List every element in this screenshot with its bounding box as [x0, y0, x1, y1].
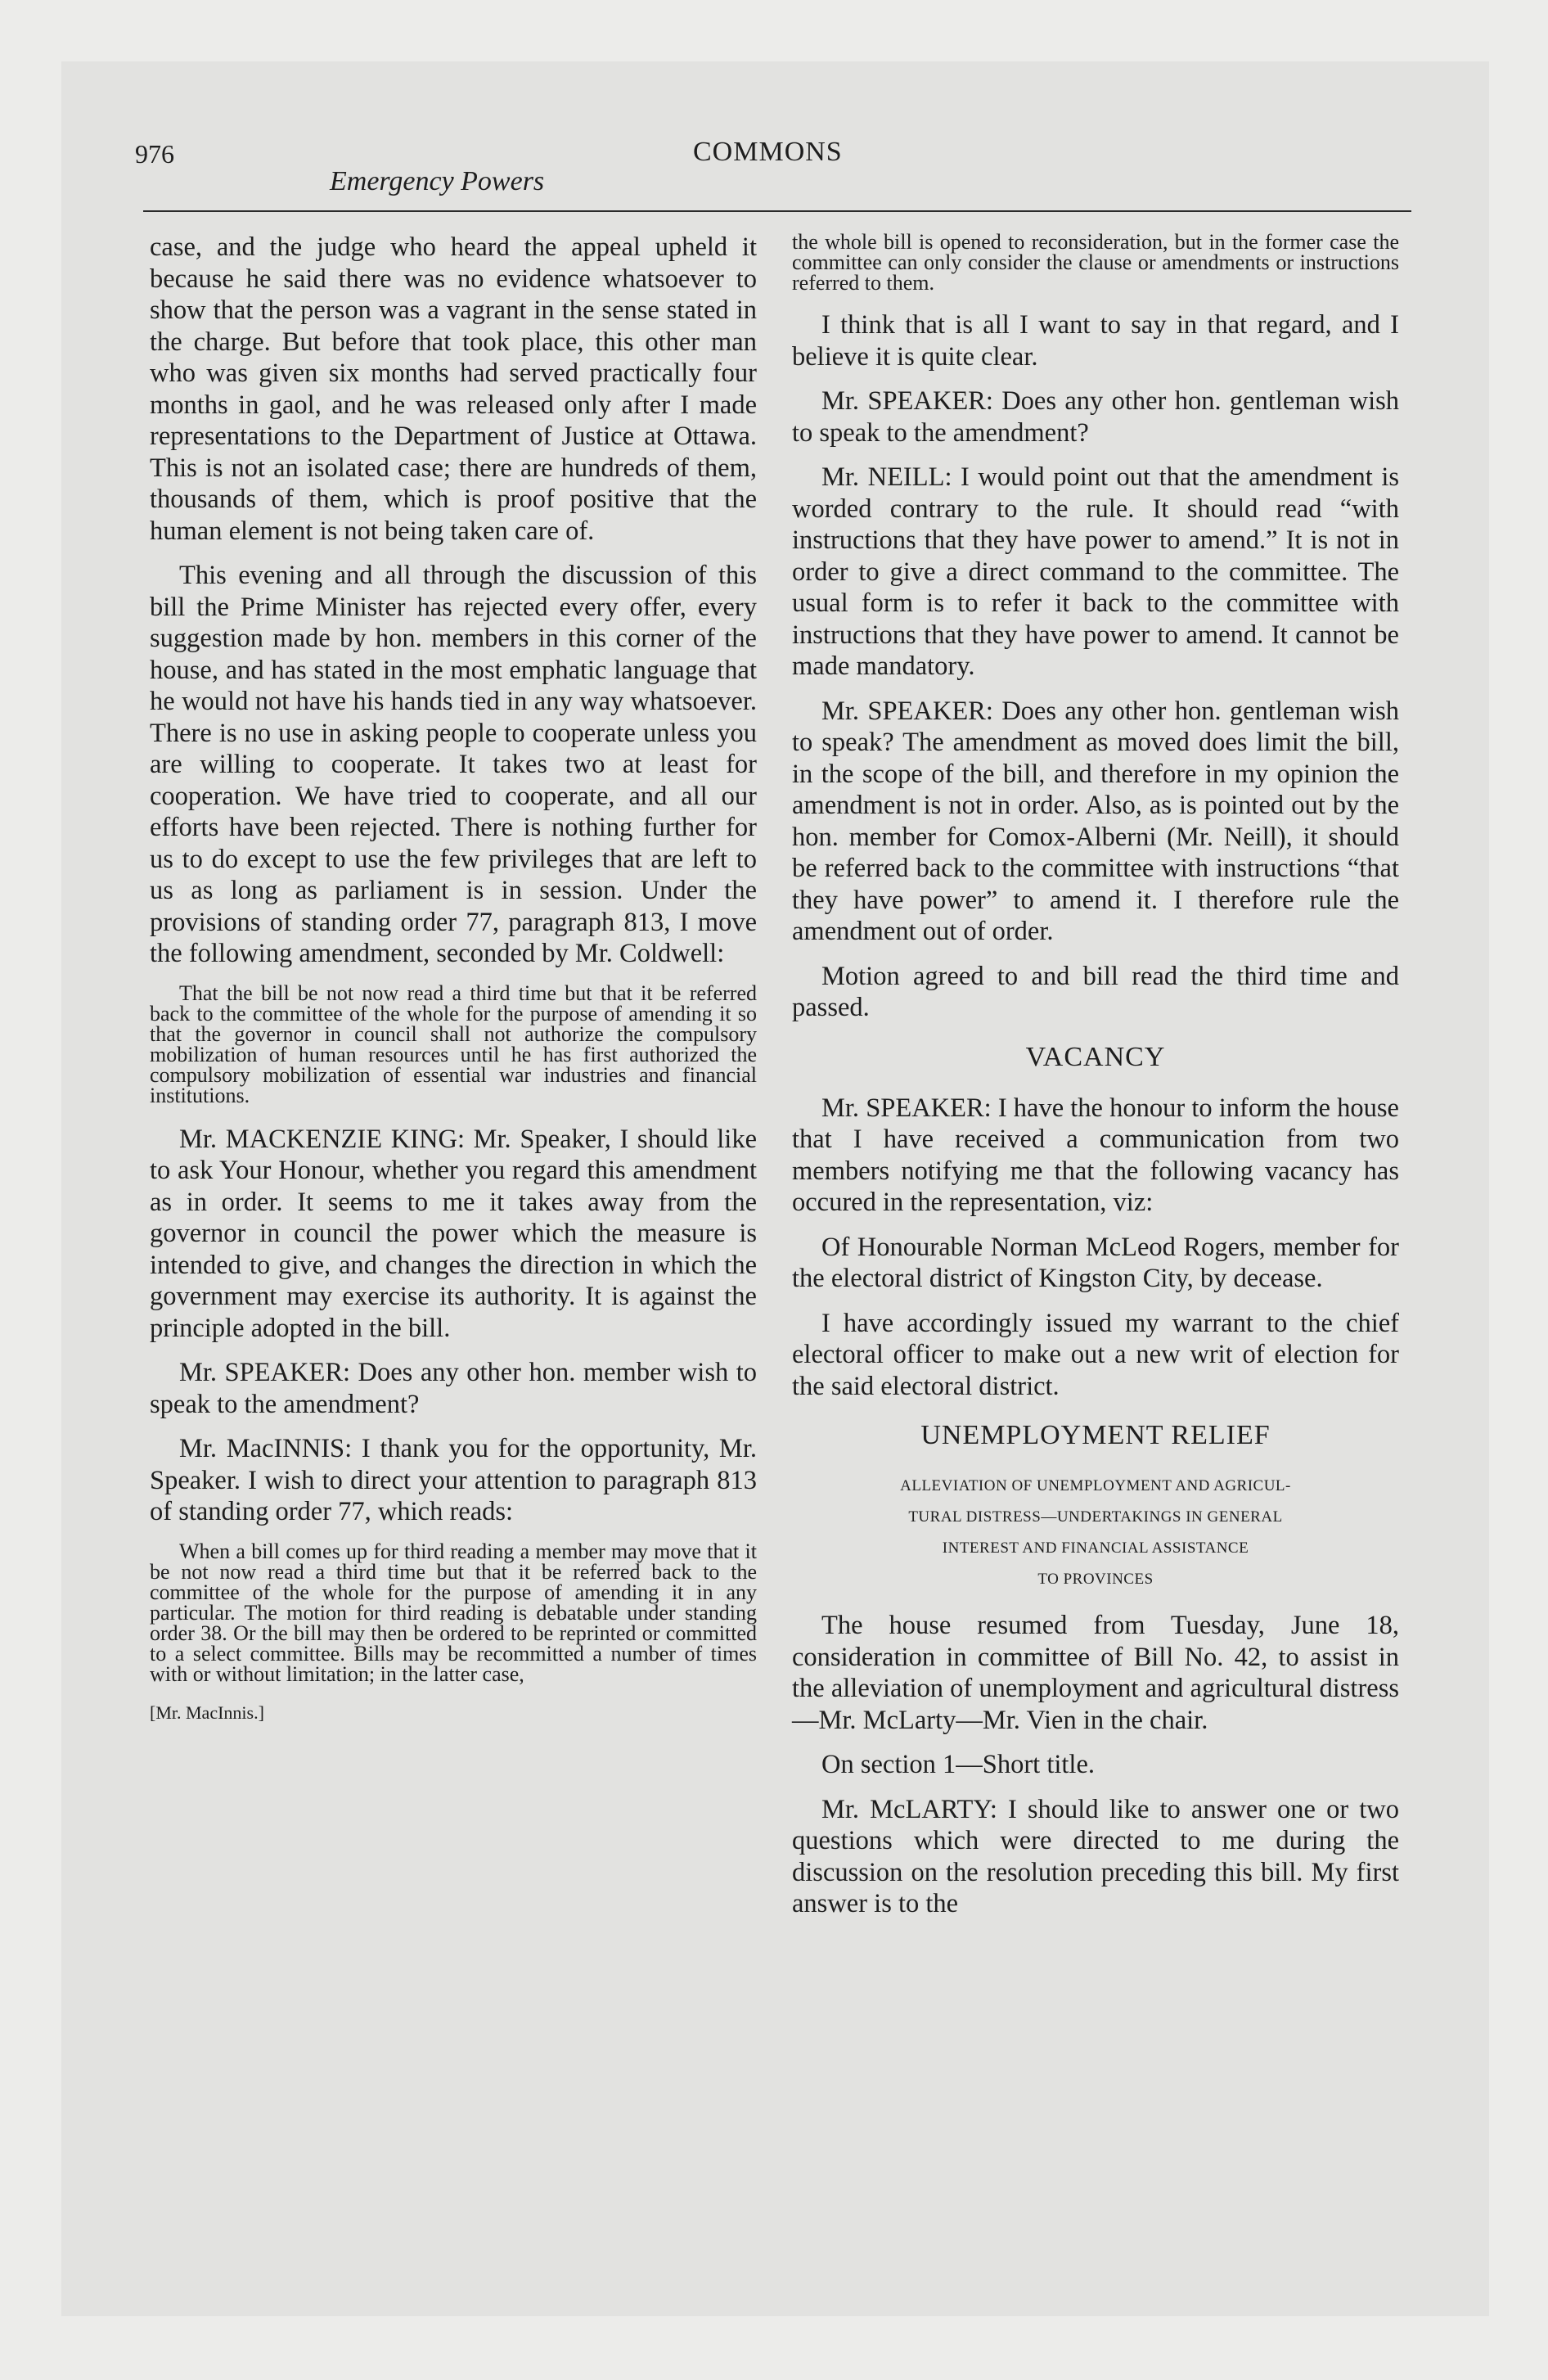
paragraph: Of Honourable Norman McLeod Rogers, member for the electoral district of Kingston City, by decease.	[792, 1232, 1399, 1293]
page	[61, 61, 1489, 2316]
subheading-line: ALLEVIATION OF UNEMPLOYMENT AND AGRICUL-	[900, 1477, 1291, 1494]
page-number: 976	[135, 139, 174, 169]
page-header	[61, 61, 1489, 217]
paragraph: The house resumed from Tuesday, June 18, consideration in committee of Bill No. 42, to assist in the alleviation of unemployment and agricultural distress—Mr. McLarty—Mr. Vien in the chair.	[792, 1611, 1399, 1735]
speaker-footer: [Mr. MacInnis.]	[150, 1702, 264, 1723]
paragraph: case, and the judge who heard the appeal upheld it because he said there was no evidence whatsoever to show that the person was a vagrant in the sense stated in the charge. But before that took place, this other man who was given six months had served practically four months in gaol, and he was released only after I made representations to the Department of Justice at Ottawa. This is not an isolated case; there are hundreds of them, thousands of them, which is proof positive that the human element is not being taken care of.	[150, 232, 757, 546]
paragraph: Mr. SPEAKER: Does any other hon. gentleman wish to speak to the amendment?	[792, 386, 1399, 448]
subheading-line: TURAL DISTRESS—UNDERTAKINGS IN GENERAL	[908, 1508, 1283, 1526]
paragraph: Mr. SPEAKER: Does any other hon. member wish to speak to the amendment?	[150, 1358, 757, 1419]
paragraph: Mr. SPEAKER: Does any other hon. gentleman wish to speak? The amendment as moved does limit the bill, in the scope of the bill, and therefore in my opinion the amendment is not in order. Also, as is pointed out by the hon. member for Comox-Alberni (Mr. Neill), it should be referred back to the committee with instructions “that they have power” to amend it. I therefore rule the amendment out of order.	[792, 696, 1399, 946]
left-column	[150, 232, 757, 1724]
quoted-standing-order: When a bill comes up for third reading a member may move that it be not now read a third time but that it be referred back to the committee of the whole for the purpose of amending it in any particular. The motion for third reading is debatable under standing order 38. Or the bill may then be ordered to be reprinted or committed to a select committee. Bills may be recommitted a number of times with or without limitation; in the latter case,	[150, 1539, 757, 1686]
paragraph: Mr. SPEAKER: I have the honour to inform the house that I have received a communication from two members notifying me that the following vacancy has occured in the representation, viz:	[792, 1093, 1399, 1217]
subheading-line: INTEREST AND FINANCIAL ASSISTANCE	[942, 1539, 1249, 1557]
paragraph: On section 1—Short title.	[821, 1750, 1095, 1779]
header-rule	[143, 210, 1411, 212]
paragraph: Mr. MACKENZIE KING: Mr. Speaker, I should like to ask Your Honour, whether you regard this amendment as in order. It seems to me it takes away from the governor in council the power which the measure is intended to give, and changes the direction in which the government may exercise its authority. It is against the principle adopted in the bill.	[150, 1124, 757, 1343]
paragraph: This evening and all through the discussion of this bill the Prime Minister has rejected every offer, every suggestion made by hon. members in this corner of the house, and has stated in the most emphatic language that he would not have his hands tied in any way whatsoever. There is no use in asking people to cooperate unless you are willing to cooperate. It takes two at least for cooperation. We have tried to cooperate, and all our efforts have been rejected. There is nothing further for us to do except to use the few privileges that are left to us as long as parliament is in session. Under the provisions of standing order 77, paragraph 813, I move the following amendment, seconded by Mr. Coldwell:	[150, 561, 757, 968]
heading-vacancy: VACANCY	[1025, 1041, 1166, 1072]
heading-unemployment-relief: UNEMPLOYMENT RELIEF	[920, 1420, 1271, 1450]
paragraph: Mr. McLARTY: I should like to answer one or two questions which were directed to me during the discussion on the resolution preceding this bill. My first answer is to the	[792, 1794, 1399, 1918]
paragraph: Mr. NEILL: I would point out that the amendment is worded contrary to the rule. It should read “with instructions that they have power to amend.” It is not in order to give a direct command to the committee. The usual form is to refer it back to the committee with instructions that they have power to amend. It cannot be made mandatory.	[792, 462, 1399, 681]
paragraph: Mr. MacINNIS: I thank you for the opportunity, Mr. Speaker. I wish to direct your attention to paragraph 813 of standing order 77, which reads:	[150, 1434, 757, 1526]
quoted-amendment: That the bill be not now read a third time but that it be referred back to the committee of the whole for the purpose of amending it so that the governor in council shall not authorize the compulsory mobilization of human resources until he has first authorized the compulsory mobilization of essential war industries and financial institutions.	[150, 980, 757, 1107]
quoted-standing-order-continued: the whole bill is opened to reconsideration, but in the former case the committee can only consider the clause or amendments or instructions referred to them.	[792, 230, 1399, 295]
section-title: Emergency Powers	[330, 166, 545, 196]
chamber-title: COMMONS	[693, 137, 843, 167]
paragraph: Motion agreed to and bill read the third time and passed.	[792, 961, 1399, 1022]
paragraph: I think that is all I want to say in that regard, and I believe it is quite clear.	[792, 310, 1399, 372]
subheading-line: TO PROVINCES	[1037, 1571, 1154, 1588]
paragraph: I have accordingly issued my warrant to the chief electoral officer to make out a new writ of election for the said electoral district.	[792, 1308, 1399, 1401]
right-column	[792, 232, 1399, 1933]
subheading	[792, 1471, 1399, 1595]
